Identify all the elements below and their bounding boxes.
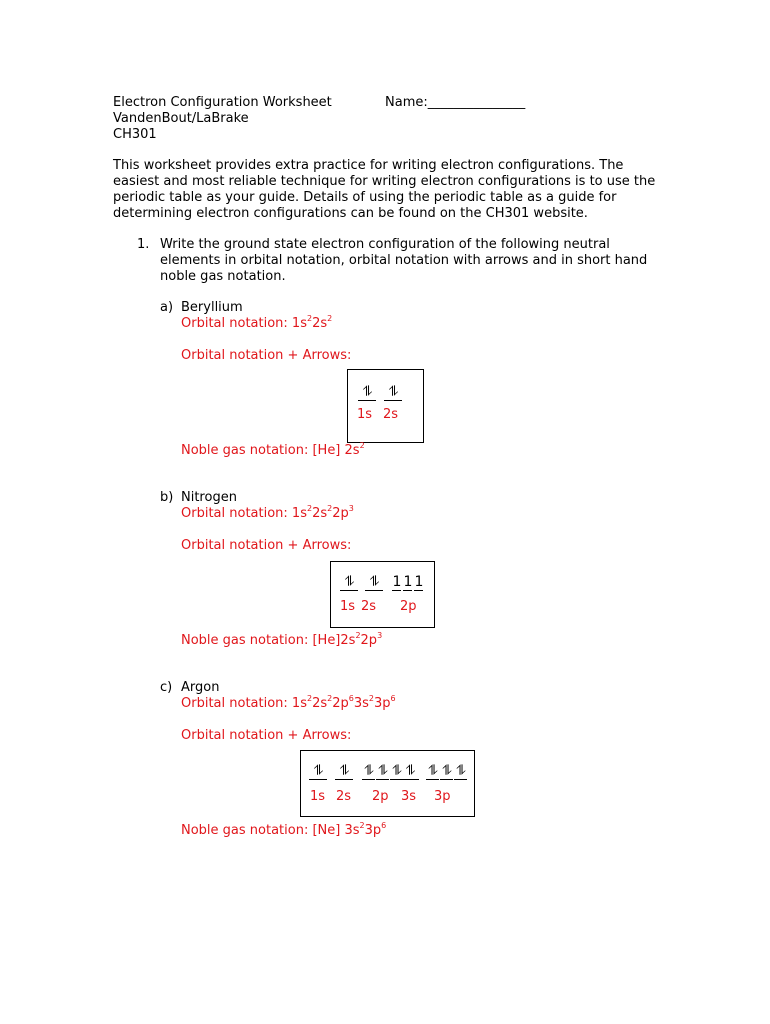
worksheet-title: Electron Configuration Worksheet [113, 95, 332, 110]
superscript: 2 [306, 694, 313, 703]
orbital-text: 2p [332, 696, 349, 711]
arrow-pair-icon: ⥮ [358, 384, 376, 401]
superscript: 3 [377, 631, 383, 640]
orbital-label-1s: 1s [357, 407, 373, 422]
orbital-2s [365, 574, 383, 591]
arrow-pair-icon: ⥮ [391, 763, 402, 779]
noble-text: Noble gas notation: [He]2s [181, 633, 356, 648]
orbital-2p-2 [403, 574, 412, 591]
arrow-up-icon: 1 [414, 574, 423, 590]
part-b-element: Nitrogen [181, 490, 237, 505]
course-code: CH301 [113, 127, 157, 142]
superscript: 6 [390, 694, 396, 703]
part-b-letter: b) [160, 490, 174, 505]
noble-text: Noble gas notation: [Ne] 3s [181, 823, 360, 838]
orbital-text: 3p [373, 696, 391, 711]
orbital-label-2p: 2p [400, 599, 417, 614]
orbital-3p-1 [426, 763, 439, 780]
superscript: 6 [381, 821, 387, 830]
orbital-2s [335, 763, 353, 780]
noble-text: 3p [364, 823, 382, 838]
part-a-arrows-label: Orbital notation + Arrows: [181, 348, 352, 363]
arrow-pair-icon: ⥮ [309, 763, 327, 780]
part-c-arrows-label: Orbital notation + Arrows: [181, 728, 352, 743]
superscript: 2 [355, 631, 361, 640]
superscript: 3 [348, 504, 354, 513]
part-b-noble-gas [181, 633, 382, 650]
superscript: 2 [359, 441, 365, 450]
part-a-element: Beryllium [181, 300, 243, 315]
question-number: 1. [137, 237, 150, 252]
superscript: 2 [327, 504, 333, 513]
orbital-label-3p: 3p [434, 789, 451, 804]
orbital-3p-3 [454, 763, 467, 780]
orbital-label-1s: 1s [340, 599, 356, 614]
orbital-text: 2p [332, 506, 349, 521]
orbital-text: 2s [312, 316, 328, 331]
orbital-3s [401, 763, 419, 780]
superscript: 2 [359, 821, 365, 830]
orbital-label-2s: 2s [361, 599, 377, 614]
arrow-pair-icon: ⥮ [427, 763, 438, 779]
orbital-text: Orbital notation: 1s [181, 506, 307, 521]
noble-text: Noble gas notation: [He] 2s [181, 443, 360, 458]
part-a-letter: a) [160, 300, 174, 315]
arrow-pair-icon: ⥮ [384, 384, 402, 401]
intro-line-2: easiest and most reliable technique for writing electron configurations is to use the [113, 174, 656, 189]
orbital-2p-1 [392, 574, 401, 591]
arrow-pair-icon: ⥮ [441, 763, 452, 779]
orbital-label-3s: 3s [401, 789, 417, 804]
superscript: 2 [306, 314, 313, 323]
intro-line-4: determining electron configurations can be found on the CH301 website. [113, 206, 588, 221]
part-b-arrows-label: Orbital notation + Arrows: [181, 538, 352, 553]
question-line-2: elements in orbital notation, orbital notation with arrows and in short hand [160, 253, 648, 268]
orbital-label-2p: 2p [372, 789, 389, 804]
authors: VandenBout/LaBrake [113, 111, 249, 126]
part-a-orbital-notation [181, 316, 332, 333]
part-c-orbital-notation [181, 696, 396, 713]
orbital-text: Orbital notation: 1s [181, 696, 307, 711]
part-c-arrow-box [300, 750, 475, 817]
arrow-up-icon: 1 [403, 574, 412, 590]
part-c-noble-gas [181, 823, 386, 840]
part-c-element: Argon [181, 680, 220, 695]
noble-text: 2p [360, 633, 378, 648]
arrow-pair-icon: ⥮ [377, 763, 388, 779]
orbital-2s [384, 384, 402, 401]
question-line-3: noble gas notation. [160, 269, 286, 284]
arrow-pair-icon: ⥮ [335, 763, 353, 780]
superscript: 2 [327, 694, 333, 703]
name-field-label: Name:_______________ [385, 95, 526, 110]
part-c-letter: c) [160, 680, 173, 695]
question-line-1: Write the ground state electron configuration of the following neutral [160, 237, 610, 252]
orbital-1s [340, 574, 358, 591]
arrow-pair-icon: ⥮ [340, 574, 358, 591]
arrow-pair-icon: ⥮ [365, 574, 383, 591]
superscript: 2 [327, 314, 333, 323]
part-a-arrow-box [347, 369, 424, 443]
part-a-noble-gas [181, 443, 365, 460]
intro-line-3: periodic table as your guide. Details of using the periodic table as a guide for [113, 190, 617, 205]
orbital-text: 2s [312, 696, 328, 711]
intro-line-1: This worksheet provides extra practice for writing electron configurations. The [113, 158, 624, 173]
orbital-2p-3 [414, 574, 423, 591]
superscript: 2 [306, 504, 313, 513]
arrow-pair-icon: ⥮ [401, 763, 419, 780]
superscript: 2 [368, 694, 374, 703]
orbital-text: 3s [353, 696, 369, 711]
arrow-up-icon: 1 [392, 574, 401, 590]
orbital-3p-2 [440, 763, 453, 780]
orbital-text: 2s [312, 506, 328, 521]
orbital-label-2s: 2s [336, 789, 352, 804]
superscript: 6 [348, 694, 354, 703]
orbital-1s [309, 763, 327, 780]
orbital-label-2s: 2s [383, 407, 399, 422]
orbital-2p-1 [362, 763, 375, 780]
orbital-2p-2 [376, 763, 389, 780]
arrow-pair-icon: ⥮ [455, 763, 466, 779]
orbital-label-1s: 1s [310, 789, 326, 804]
part-b-arrow-box [330, 561, 435, 628]
orbital-1s [358, 384, 376, 401]
orbital-text: Orbital notation: 1s [181, 316, 307, 331]
part-b-orbital-notation [181, 506, 354, 523]
arrow-pair-icon: ⥮ [363, 763, 374, 779]
